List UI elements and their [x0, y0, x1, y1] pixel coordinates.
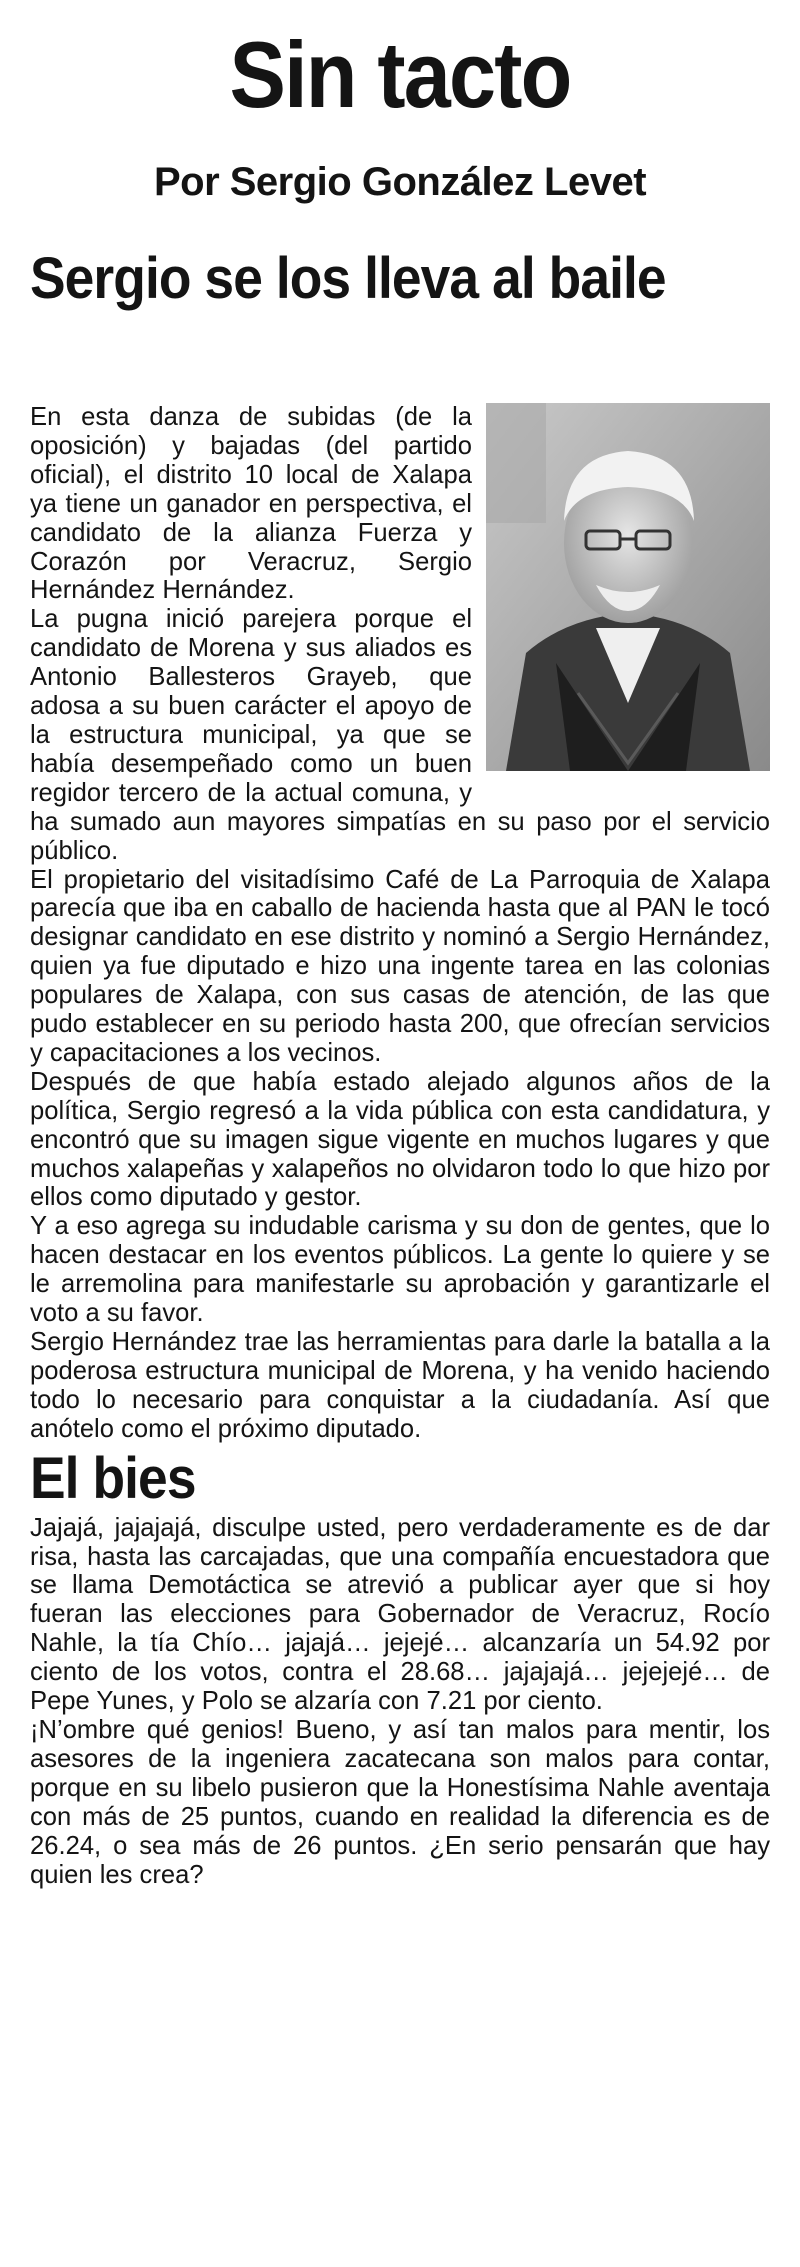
article-body: [30, 403, 770, 1889]
paragraph: Después de que había estado alejado algunos años de la política, Sergio regresó a la vida pública con esta candidatura, y encontró que su imagen sigue vigente en muchos lugares y que muchos xalapeñas y xalapeños no olvidaron todo lo que hizo por ellos como diputado y gestor.: [30, 1067, 770, 1212]
paragraph: En esta danza de subidas (de la oposición) y bajadas (del partido oficial), el distrito 10 local de Xalapa ya tiene un ganador en perspectiva, el candidato de la alianza Fuerza y Corazón por Veracruz, Sergio Hernández Hernández.: [30, 403, 472, 605]
portrait-photo-illustration: [486, 403, 770, 771]
paragraph: Sergio Hernández trae las herramientas para darle la batalla a la poderosa estructura municipal de Morena, y ha venido haciendo todo lo necesario para conquistar a la ciudadanía. Así que anótelo como el próximo diputado.: [30, 1328, 770, 1443]
paragraph: El propietario del visitadísimo Café de La Parroquia de Xalapa parecía que iba en caballo de hacienda hasta que al PAN le tocó designar candidato en ese distrito y nominó a Sergio Hernández, quien ya fue diputado e hizo una ingente tarea en las colonias populares de Xalapa, con sus casas de atención, de las que pudo establecer en su periodo hasta 200, que ofrecían servicios y capacitaciones a los vecinos.: [30, 865, 770, 1067]
paragraph: La pugna inició parejera porque el candidato de Morena y sus aliados es Antonio Ballesteros Grayeb, que adosa a su buen carácter el apoyo de la estructura municipal, ya que se había desempeñado como un buen regidor tercero de la actual comuna, y ha sumado aun mayores simpatías en su paso por el servicio público.: [30, 605, 770, 865]
paragraph: ¡N’ombre qué genios! Bueno, y así tan malos para mentir, los asesores de la ingeniera zacatecana son malos para contar, porque en su libelo pusieron que la Honestísima Nahle aventaja con más de 25 puntos, cuando en realidad la diferencia es de 26.24, o sea más de 26 puntos. ¿En serio pensarán que hay quien les crea?: [30, 1715, 770, 1889]
opinion-column: [30, 0, 770, 1889]
paragraph: Y a eso agrega su indudable carisma y su don de gentes, que lo hacen destacar en los eventos públicos. La gente lo quiere y se le arremolina para manifestarle su aprobación y garantizarle el voto a su favor.: [30, 1212, 770, 1328]
byline: Por Sergio González Levet: [153, 160, 647, 204]
column-title: Sin tacto: [229, 22, 571, 127]
section-title: El bies: [30, 1445, 196, 1511]
paragraph: Jajajá, jajajajá, disculpe usted, pero verdaderamente es de dar risa, hasta las carcajadas, que una compañía encuestadora que se llama Demotáctica se atrevió a publicar ayer que si hoy fueran las elecciones para Gobernador de Veracruz, Rocío Nahle, la tía Chío… jajajá… jejejé… alcanzaría un 54.92 por ciento de los votos, contra el 28.68… jajajajá… jejejejé… de Pepe Yunes, y Polo se alzaría con 7.21 por ciento.: [30, 1513, 770, 1716]
portrait-photo: [486, 403, 770, 771]
headline: Sergio se los lleva al baile: [30, 246, 666, 311]
